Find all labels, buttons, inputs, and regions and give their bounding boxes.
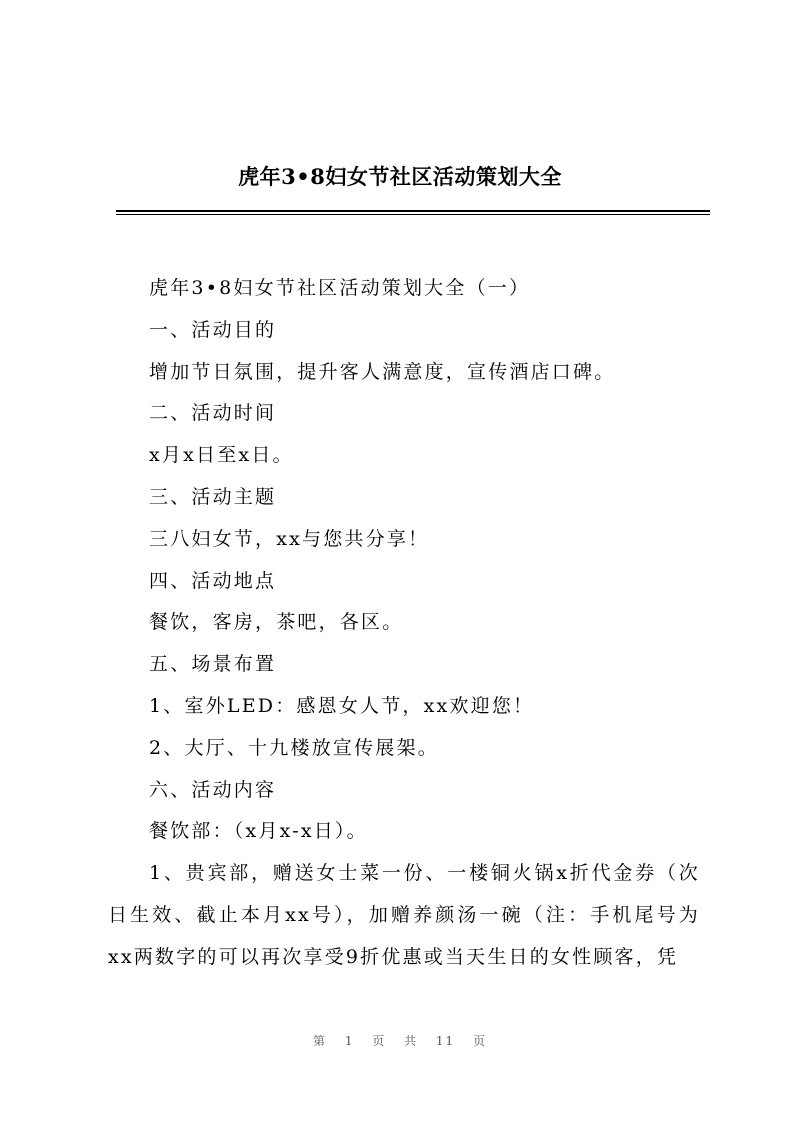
section-heading: 三、活动主题	[149, 485, 277, 508]
body-paragraph: 增加节日氛围，提升客人满意度，宣传酒店口碑。	[149, 360, 616, 383]
body-paragraph: 三八妇女节，xx与您共分享！	[149, 527, 430, 550]
body-paragraph: 餐饮，客房，茶吧，各区。	[149, 611, 404, 634]
title-underline-thin	[116, 214, 710, 215]
title-underline-thick	[116, 210, 710, 212]
section-heading: 虎年3•8妇女节社区活动策划大全（一）	[149, 277, 531, 299]
page-number-footer: 第 1 页 共 11 页	[313, 1034, 487, 1048]
list-item: 1、室外LED：感恩女人节，xx欢迎您！	[149, 694, 535, 717]
section-heading: 二、活动时间	[149, 402, 277, 425]
section-heading: 五、场景布置	[149, 653, 277, 676]
list-item: 1、贵宾部，赠送女士菜一份、一楼铜火锅x折代金券（次日生效、截止本月xx号），加赠养颜汤一碗（注：手机尾号为xx两数字的可以再次享受9折优惠或当天生日的女性顾客，凭	[108, 862, 700, 968]
document-body	[108, 268, 700, 979]
section-heading: 一、活动目的	[149, 318, 277, 341]
body-paragraph: 餐饮部：（x月x-x日）。	[149, 820, 368, 843]
body-paragraph: x月x日至x日。	[149, 444, 294, 467]
document-title: 虎年3•8妇女节社区活动策划大全	[238, 164, 562, 189]
section-heading: 四、活动地点	[149, 569, 277, 592]
section-heading: 六、活动内容	[149, 778, 277, 801]
list-item: 2、大厅、十九楼放宣传展架。	[149, 736, 439, 759]
